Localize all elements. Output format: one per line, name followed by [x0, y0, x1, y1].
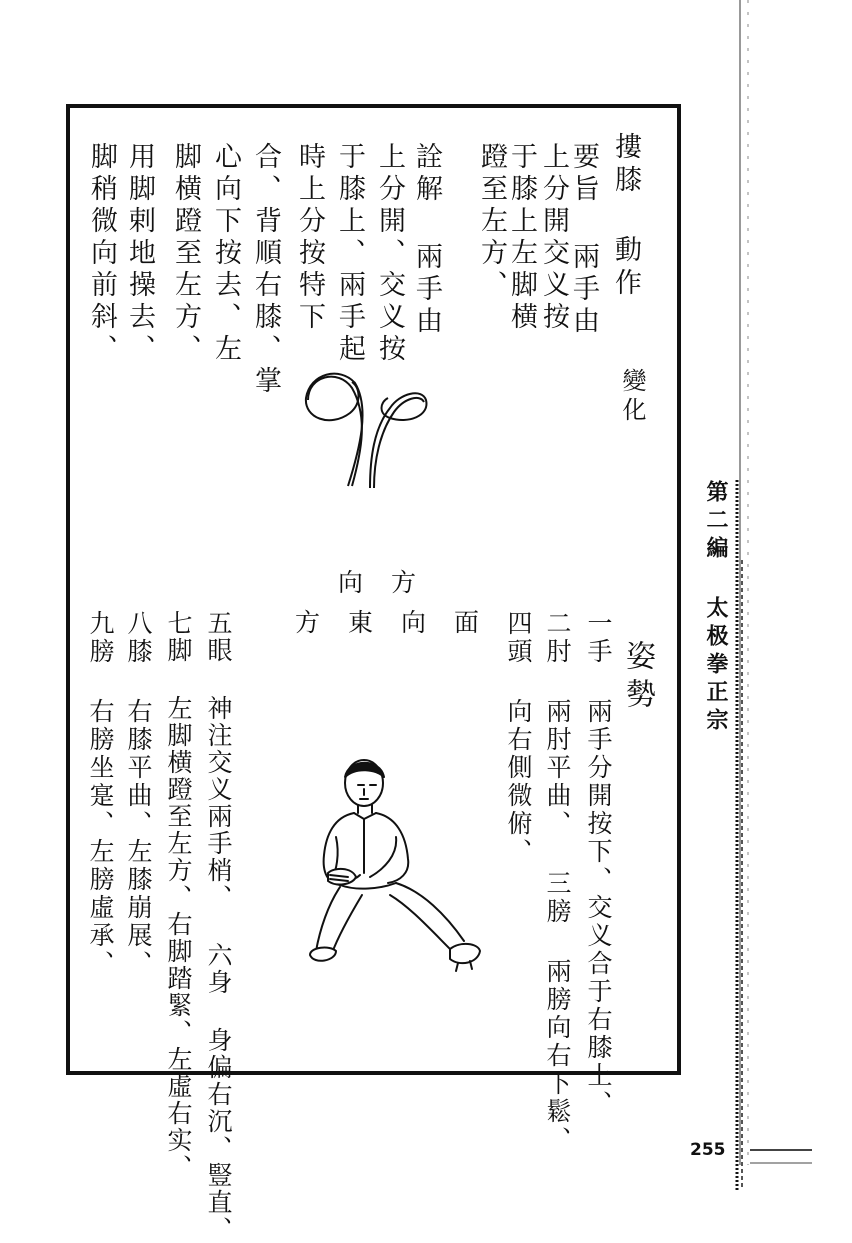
text-column: 心向下按去、左: [210, 142, 241, 366]
page-number: 255: [690, 1140, 726, 1160]
posture-item: 五眼 神注交义兩手梢、 六身 身偏右沉、豎直、: [204, 610, 233, 1243]
page-edge: [734, 0, 852, 1205]
direction-text: 方東向面: [295, 608, 508, 637]
text-column: 用脚剌地操去、: [124, 142, 155, 366]
chapter-title: 第二編 太极拳正宗: [703, 480, 729, 736]
text-column: 上分開交义按: [538, 142, 569, 334]
posture-heading: 姿勢: [620, 640, 655, 716]
section-subheading: 變化: [618, 368, 646, 426]
posture-item: 二肘 兩肘平曲、 三膀 兩膀向右下鬆、: [543, 610, 572, 1154]
posture-item: 八膝 右膝平曲、左膝崩展、: [124, 610, 153, 978]
text-column: 上分開、交义按: [374, 142, 405, 366]
text-column: 于膝上左脚横: [506, 142, 537, 334]
hand-trajectory-diagram: [300, 368, 430, 493]
text-column: 詮解 兩手由: [411, 142, 442, 338]
text-column: 合、背順右膝、掌: [250, 142, 281, 398]
text-column: 要旨 兩手由: [568, 142, 599, 338]
text-column: 脚横蹬至左方、: [170, 142, 201, 366]
text-column: 脚稍微向前斜、: [86, 142, 117, 366]
martial-artist-figure: [300, 755, 495, 980]
posture-item: 四頭 向右側微俯、: [504, 610, 533, 866]
text-column: 時上分按特下: [294, 142, 325, 334]
direction-label: 向方: [338, 568, 445, 597]
text-column: 蹬至左方、: [476, 142, 507, 302]
posture-item: 九膀 右膀坐寔、左膀虛承、: [86, 610, 115, 978]
posture-item: 七脚 左脚横蹬至左方、右脚踏緊、左虛右实、: [164, 610, 193, 1181]
section-heading: 摟膝 動作: [610, 132, 641, 301]
text-column: 于膝上、兩手起: [334, 142, 365, 366]
posture-item: 一手 兩手分開按下、交义合于右膝上、: [584, 610, 613, 1118]
